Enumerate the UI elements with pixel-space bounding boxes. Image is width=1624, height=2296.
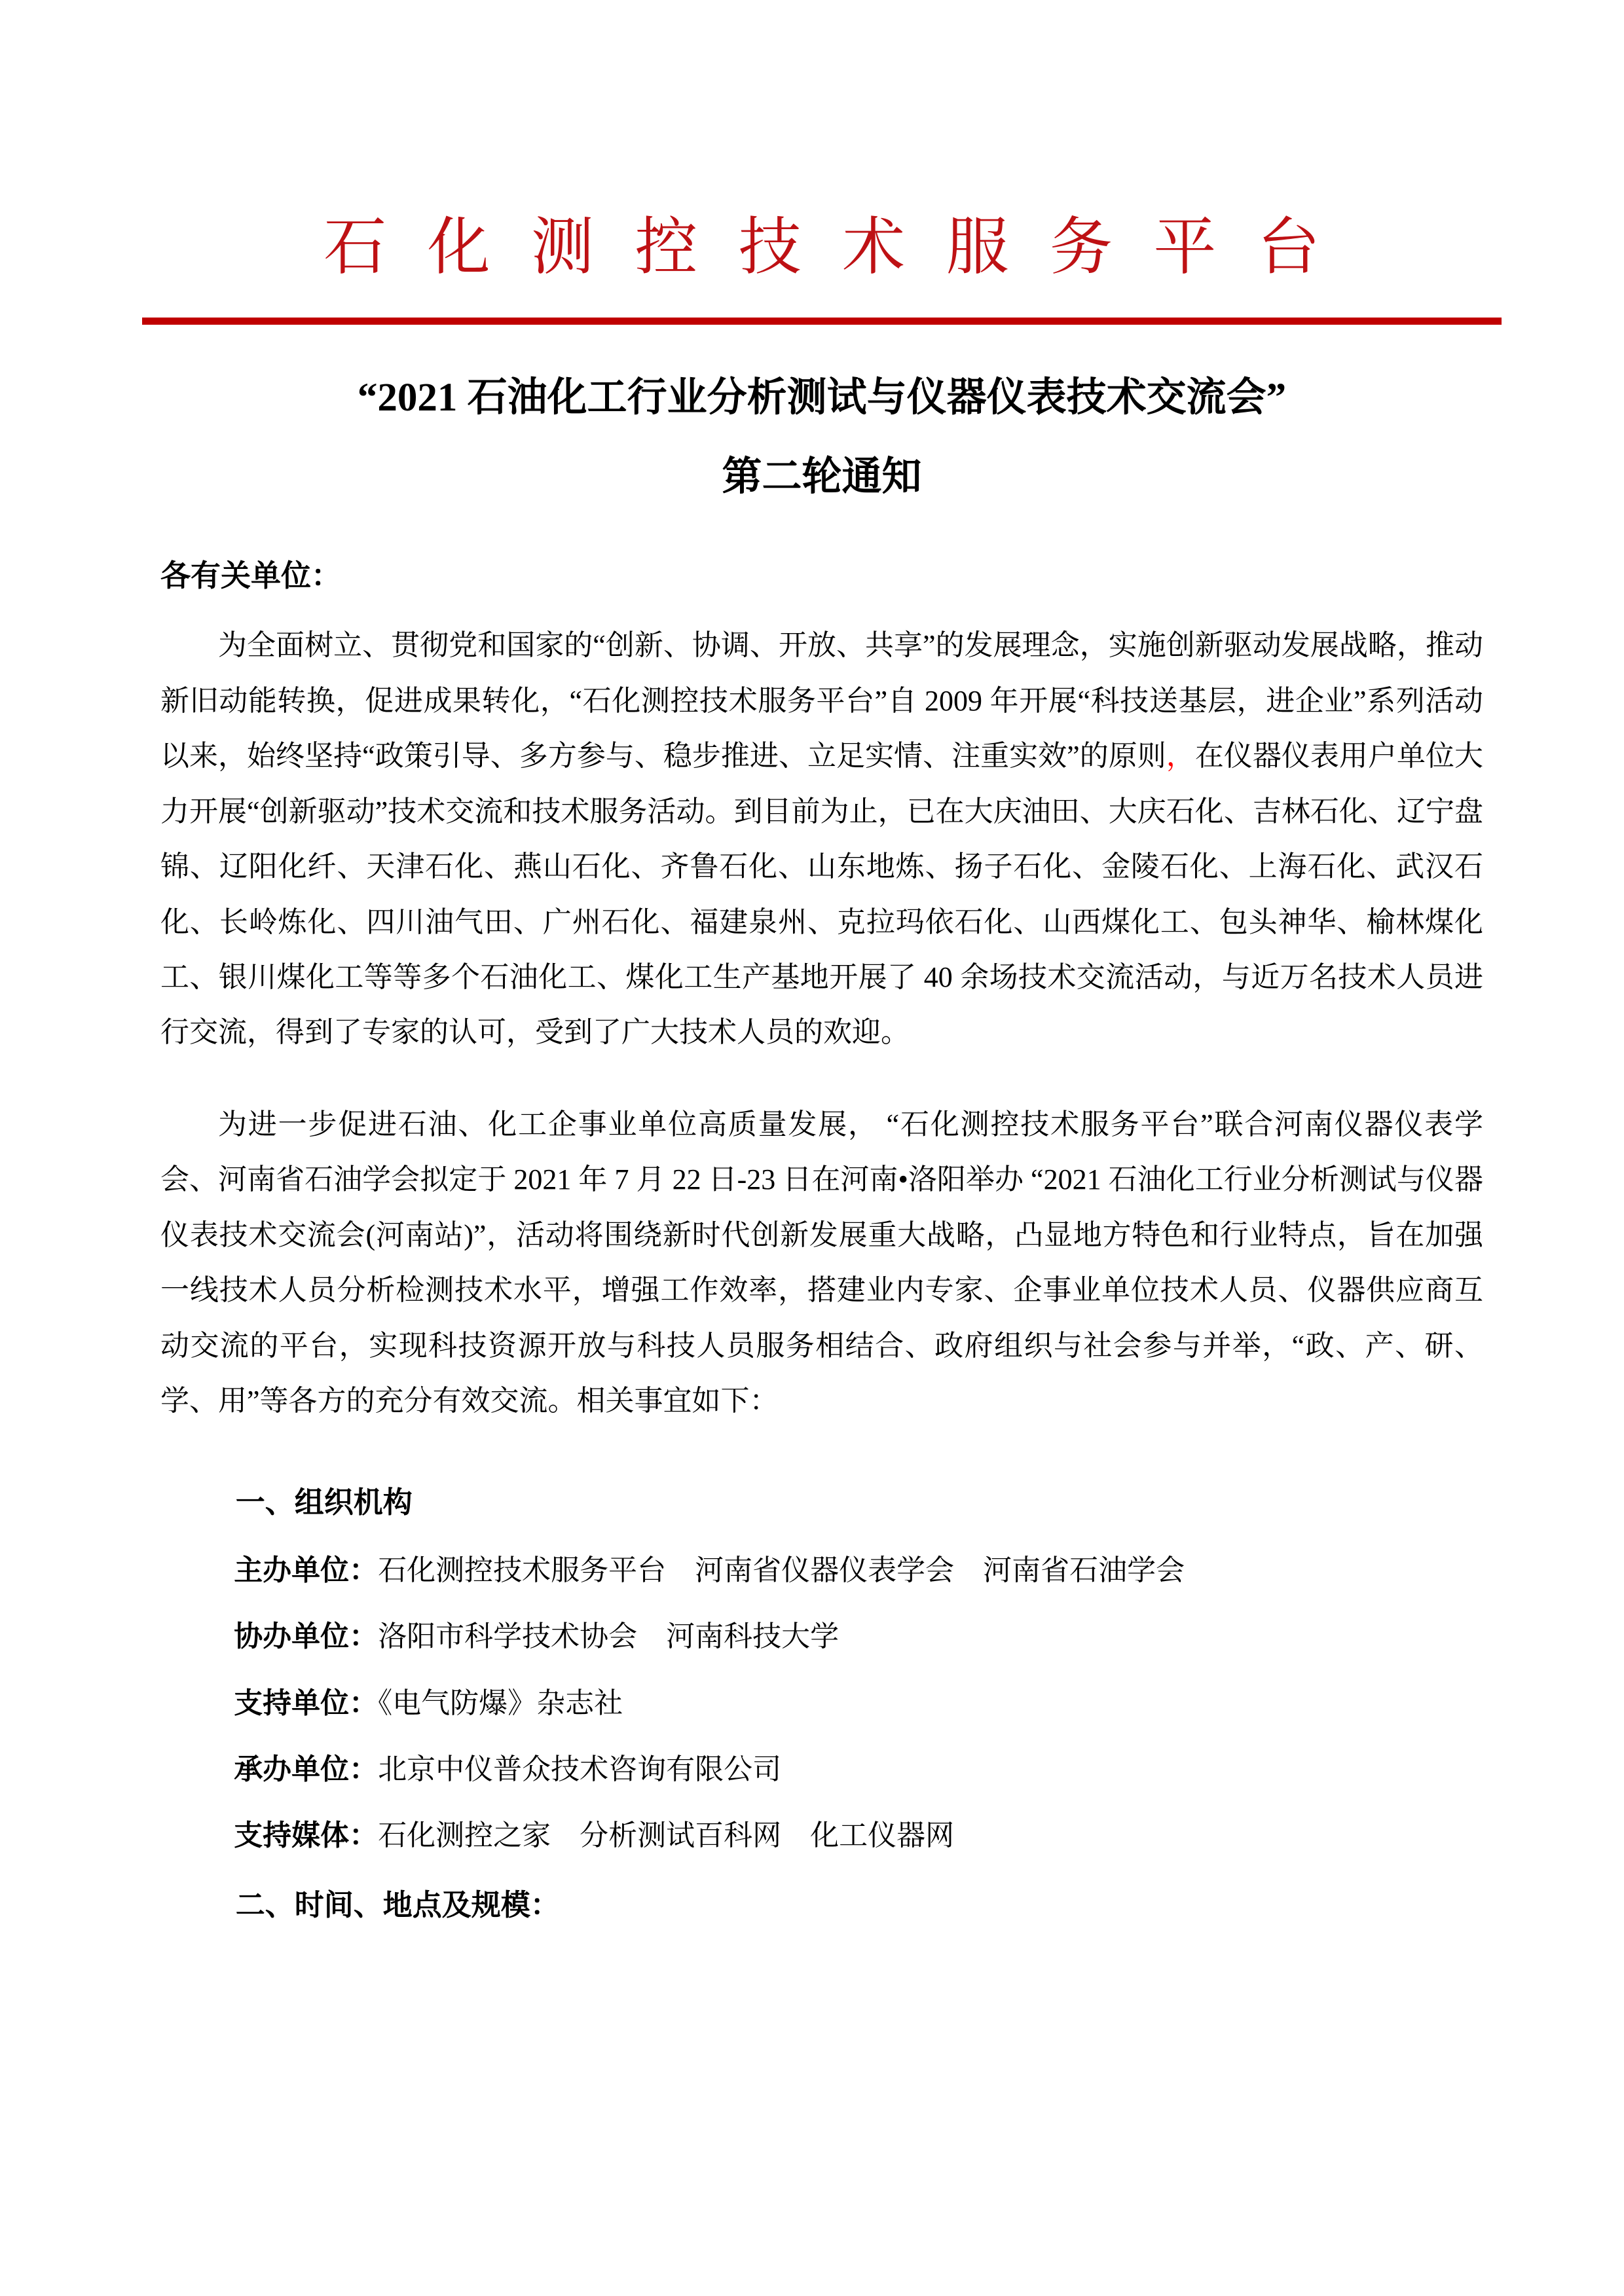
paragraph-1-text: 为全面树立、贯彻党和国家的“创新、协调、开放、共享”的发展理念，实施创新驱动发展战略，推动新旧动能转换，促进成果转化，“石化测控技术服务平台”自 2009 年开展“科技送基层，进企业”系列活动以来，始终坚持“政策引导、多方参与、稳步推进、立足实情、注重实效”的原则 xyxy=(160,629,1483,773)
masthead-title: 石 化 测 控 技 术 服 务 平 台 xyxy=(323,212,1333,282)
paragraph-2: 为进一步促进石油、化工企事业单位高质量发展， “石化测控技术服务平台”联合河南仪器仪表学会、河南省石油学会拟定于 2021 年 7 月 22 日-23 日在河南•洛阳举办 “2021 石油化工行业分析测试与仪器仪表技术交流会(河南站)”，活动将围绕新时代创新发展重大战略，凸显地方特色和行业特点，旨在加强一线技术人员分析检测技术水平，增强工作效率，搭建业内专家、企事业单位技术人员、仪器供应商互动交流的平台，实现科技资源开放与科技人员服务相结合、政府组织与社会参与并举，“政、产、研、学、用”等各方的充分有效交流。相关事宜如下： xyxy=(160,1108,1483,1417)
org-item-supporter-value: 《电气防爆》杂志社 xyxy=(378,1686,623,1719)
masthead-divider-rule xyxy=(142,318,1502,325)
org-item-coorganizer-value: 洛阳市科学技术协会 河南科技大学 xyxy=(378,1620,840,1653)
org-item-coorganizer xyxy=(160,1603,1483,1669)
org-item-supporter-label: 支持单位： xyxy=(234,1686,378,1719)
org-item-media-value: 石化测控之家 分析测试百科网 化工仪器网 xyxy=(378,1819,955,1851)
org-item-host xyxy=(160,1537,1483,1603)
red-comma-highlight: ， xyxy=(1166,740,1195,773)
org-item-undertaker-value: 北京中仪普众技术咨询有限公司 xyxy=(378,1753,782,1785)
org-item-media xyxy=(160,1802,1483,1868)
org-item-undertaker xyxy=(160,1736,1483,1802)
document-subtitle: 第二轮通知 xyxy=(722,455,922,500)
org-item-host-value: 石化测控技术服务平台 河南省仪器仪表学会 河南省石油学会 xyxy=(378,1554,1185,1587)
section-1-heading: 一、组织机构 xyxy=(235,1485,413,1519)
salutation: 各有关单位： xyxy=(160,559,341,593)
paragraph-1 xyxy=(160,618,1483,1061)
organization-list xyxy=(160,1537,1483,1868)
paragraph-1-text-continued: 在仪器仪表用户单位大力开展“创新驱动”技术交流和技术服务活动。到目前为止，已在大庆油田、大庆石化、吉林石化、辽宁盘锦、辽阳化纤、天津石化、燕山石化、齐鲁石化、山东地炼、扬子石化、金陵石化、上海石化、武汉石化、长岭炼化、四川油气田、广州石化、福建泉州、克拉玛依石化、山西煤化工、包头神华、榆林煤化工、银川煤化工等等多个石油化工、煤化工生产基地开展了 40 余场技术交流活动，与近万名技术人员进行交流，得到了专家的认可，受到了广大技术人员的欢迎。 xyxy=(160,740,1484,1049)
org-item-media-label: 支持媒体： xyxy=(234,1819,378,1851)
section-2-heading: 二、时间、地点及规模： xyxy=(235,1889,560,1922)
document-title: “2021 石油化工行业分析测试与仪器仪表技术交流会” xyxy=(357,375,1287,420)
org-item-undertaker-label: 承办单位： xyxy=(234,1753,378,1785)
org-item-coorganizer-label: 协办单位： xyxy=(234,1620,378,1653)
org-item-supporter xyxy=(160,1670,1483,1736)
org-item-host-label: 主办单位： xyxy=(234,1554,378,1587)
